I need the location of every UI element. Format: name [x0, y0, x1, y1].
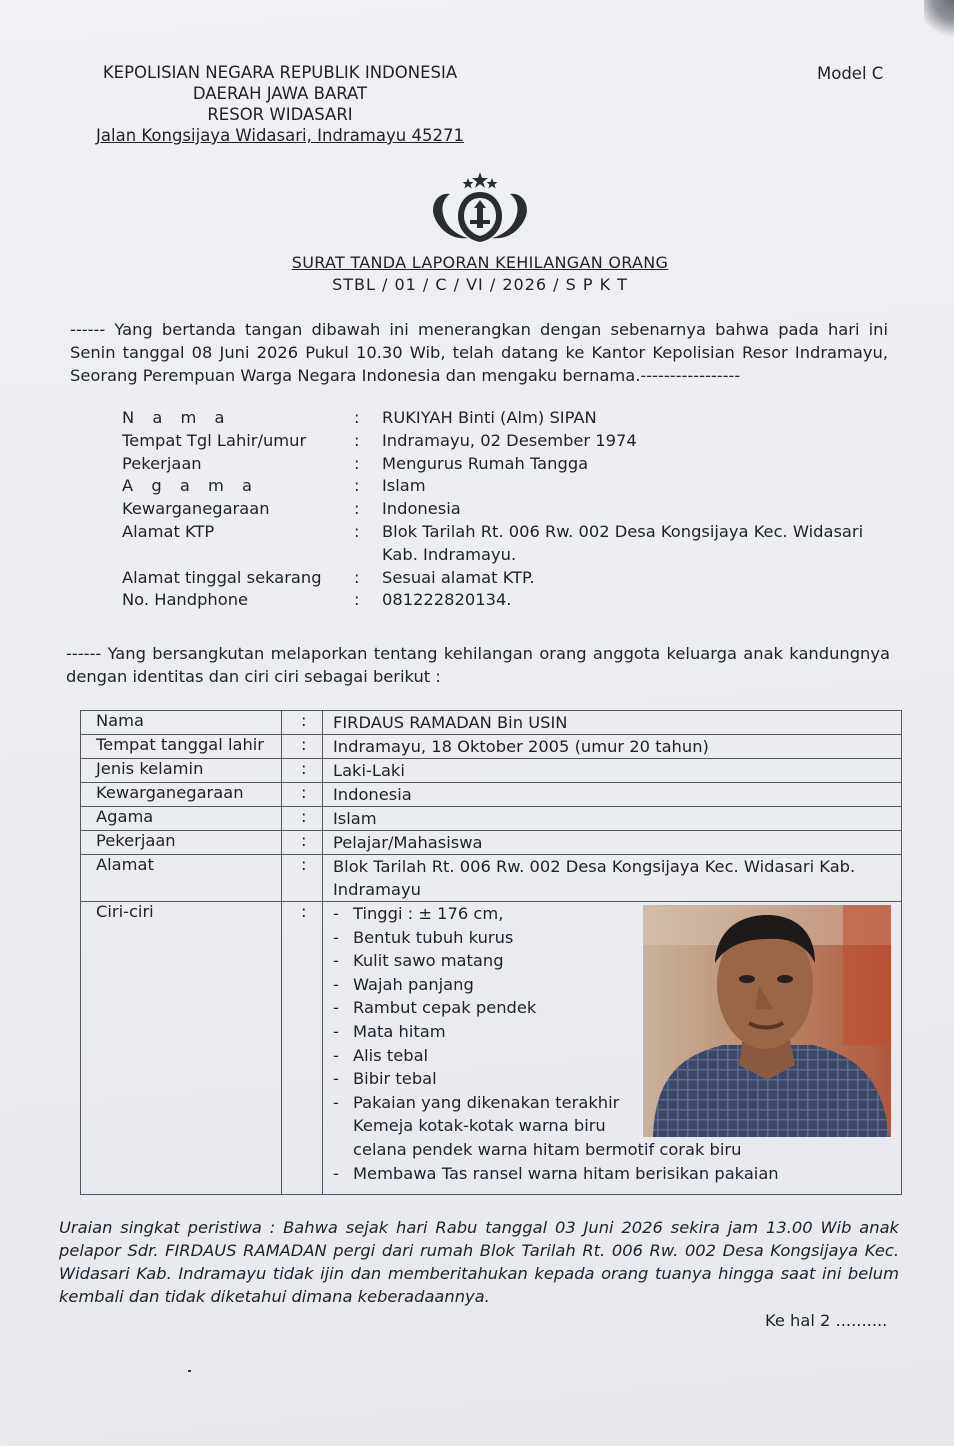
- reporter-label: Pekerjaan: [122, 453, 202, 473]
- report-paragraph: ------ Yang bersangkutan melaporkan tentang kehilangan orang anggota keluarga anak kandungnya dengan identitas dan ciri ciri sebagai berikut :: [66, 644, 890, 686]
- colon: :: [301, 735, 307, 754]
- missing-value: Blok Tarilah Rt. 006 Rw. 002 Desa Kongsijaya Kec. Widasari Kab. Indramayu: [333, 857, 856, 899]
- feature-item: - Kulit sawo matang: [333, 951, 504, 971]
- missing-row-citizenship: [81, 783, 901, 807]
- reporter-row-current-address: [122, 567, 902, 590]
- missing-value: Pelajar/Mahasiswa: [333, 833, 483, 852]
- reporter-value: Islam: [382, 476, 426, 496]
- letterhead-line-2: DAERAH JAWA BARAT: [192, 84, 368, 103]
- police-emblem-icon: [428, 170, 532, 246]
- colon: :: [301, 831, 307, 850]
- missing-value: Laki-Laki: [333, 761, 405, 780]
- intro-paragraph: ------ Yang bertanda tangan dibawah ini menerangkan dengan sebenarnya bahwa pada hari ini Senin tanggal 08 Juni 2026 Pukul 10.30 Wib, telah datang ke Kantor Kepolisian Resor Indramayu, Seorang Perempuan Warga Negara Indonesia dan mengaku bernama.-----------------: [70, 320, 888, 385]
- missing-label: Agama: [96, 807, 154, 826]
- reporter-label: N a m a: [122, 408, 232, 427]
- feature-item: - Tinggi : ± 176 cm,: [333, 904, 504, 923]
- reporter-label: No. Handphone: [122, 590, 249, 610]
- reporter-label: Alamat KTP: [122, 521, 215, 541]
- missing-row-name: [81, 711, 901, 735]
- reporter-value: Blok Tarilah Rt. 006 Rw. 002 Desa Kongsijaya Kec. Widasari Kab. Indramayu.: [382, 521, 864, 564]
- missing-person-photo: [643, 905, 891, 1137]
- missing-label: Jenis kelamin: [96, 759, 204, 778]
- feature-item: - Pakaian yang dikenakan terakhir: [333, 1092, 620, 1112]
- features-label: Ciri-ciri: [96, 902, 154, 921]
- reporter-value: Mengurus Rumah Tangga: [382, 453, 589, 473]
- feature-item: Kemeja kotak-kotak warna biru: [353, 1116, 606, 1136]
- page-continuation: Ke hal 2 ..........: [765, 1311, 888, 1330]
- missing-value: Islam: [333, 809, 377, 828]
- letterhead-address: Jalan Kongsijaya Widasari, Indramayu 45271: [96, 126, 464, 145]
- missing-row-job: [81, 831, 901, 855]
- colon: :: [301, 807, 307, 826]
- reporter-identity: [122, 407, 902, 612]
- colon: :: [354, 590, 360, 610]
- reporter-row-citizenship: [122, 498, 902, 521]
- colon: :: [301, 855, 307, 874]
- missing-row-religion: [81, 807, 901, 831]
- reporter-value: 081222820134.: [382, 590, 512, 610]
- feature-item: - Membawa Tas ransel warna hitam berisikan pakaian: [333, 1163, 779, 1183]
- missing-value: Indramayu, 18 Oktober 2005 (umur 20 tahun): [333, 737, 709, 756]
- feature-item: - Rambut cepak pendek: [333, 998, 537, 1018]
- missing-row-gender: [81, 759, 901, 783]
- title-main: SURAT TANDA LAPORAN KEHILANGAN ORANG: [291, 253, 669, 272]
- ink-speck: [188, 1370, 191, 1372]
- missing-label: Nama: [96, 711, 144, 730]
- page-corner-shadow: [924, 0, 954, 40]
- colon: :: [301, 711, 307, 730]
- missing-value: Indonesia: [333, 785, 412, 804]
- colon: :: [354, 453, 360, 473]
- form-model-label: Model C: [817, 64, 884, 83]
- reporter-label: Tempat Tgl Lahir/umur: [122, 430, 307, 450]
- page-fold-crease: [0, 0, 56, 28]
- reporter-label: Kewarganegaraan: [122, 499, 270, 519]
- reporter-row-phone: [122, 589, 902, 612]
- reporter-row-address: [122, 521, 902, 567]
- reporter-row-birth: [122, 430, 902, 453]
- missing-label: Alamat: [96, 855, 154, 874]
- reporter-row-religion: [122, 475, 902, 498]
- document-title: [180, 252, 780, 296]
- feature-item: - Mata hitam: [333, 1021, 446, 1041]
- letterhead-line-1: KEPOLISIAN NEGARA REPUBLIK INDONESIA: [102, 63, 458, 82]
- colon: :: [354, 430, 360, 450]
- missing-row-birth: [81, 735, 901, 759]
- reporter-value: Sesuai alamat KTP.: [382, 567, 535, 587]
- reporter-value: RUKIYAH Binti (Alm) SIPAN: [382, 408, 597, 427]
- colon: :: [301, 902, 307, 921]
- colon: :: [354, 521, 360, 541]
- colon: :: [354, 499, 360, 519]
- incident-summary: Uraian singkat peristiwa : Bahwa sejak hari Rabu tanggal 03 Juni 2026 sekira jam 13.00 Wib anak pelapor Sdr. FIRDAUS RAMADAN pergi dari rumah Blok Tarilah Rt. 006 Rw. 002 Desa Kongsijaya Kec. Widasari Kab. Indramayu tidak ijin dan memberitahukan kepada orang tuanya hingga saat ini belum kembali dan tidak diketahui dimana keberadaannya.: [59, 1218, 899, 1306]
- reporter-row-name: [122, 407, 902, 430]
- missing-label: Pekerjaan: [96, 831, 176, 850]
- colon: :: [354, 408, 360, 427]
- feature-item: celana pendek warna hitam bermotif corak biru: [353, 1139, 742, 1159]
- colon: :: [354, 567, 360, 587]
- letterhead: [80, 62, 480, 146]
- missing-label: Tempat tanggal lahir: [96, 735, 264, 754]
- feature-item: - Bentuk tubuh kurus: [333, 927, 514, 947]
- colon: :: [301, 759, 307, 778]
- missing-label: Kewarganegaraan: [96, 783, 244, 802]
- feature-item: - Wajah panjang: [333, 974, 474, 994]
- feature-item: - Alis tebal: [333, 1045, 429, 1065]
- missing-row-address: [81, 855, 901, 902]
- reporter-row-job: [122, 453, 902, 476]
- reporter-label: Alamat tinggal sekarang: [122, 567, 322, 587]
- reporter-value: Indramayu, 02 Desember 1974: [382, 430, 637, 450]
- letterhead-line-3: RESOR WIDASARI: [207, 105, 353, 124]
- title-number: STBL / 01 / C / VI / 2026 / S P K T: [332, 275, 628, 294]
- reporter-value: Indonesia: [382, 499, 461, 519]
- missing-value: FIRDAUS RAMADAN Bin USIN: [333, 713, 568, 732]
- colon: :: [354, 476, 360, 496]
- colon: :: [301, 783, 307, 802]
- feature-item: - Bibir tebal: [333, 1069, 437, 1089]
- reporter-label: A g a m a: [122, 476, 259, 496]
